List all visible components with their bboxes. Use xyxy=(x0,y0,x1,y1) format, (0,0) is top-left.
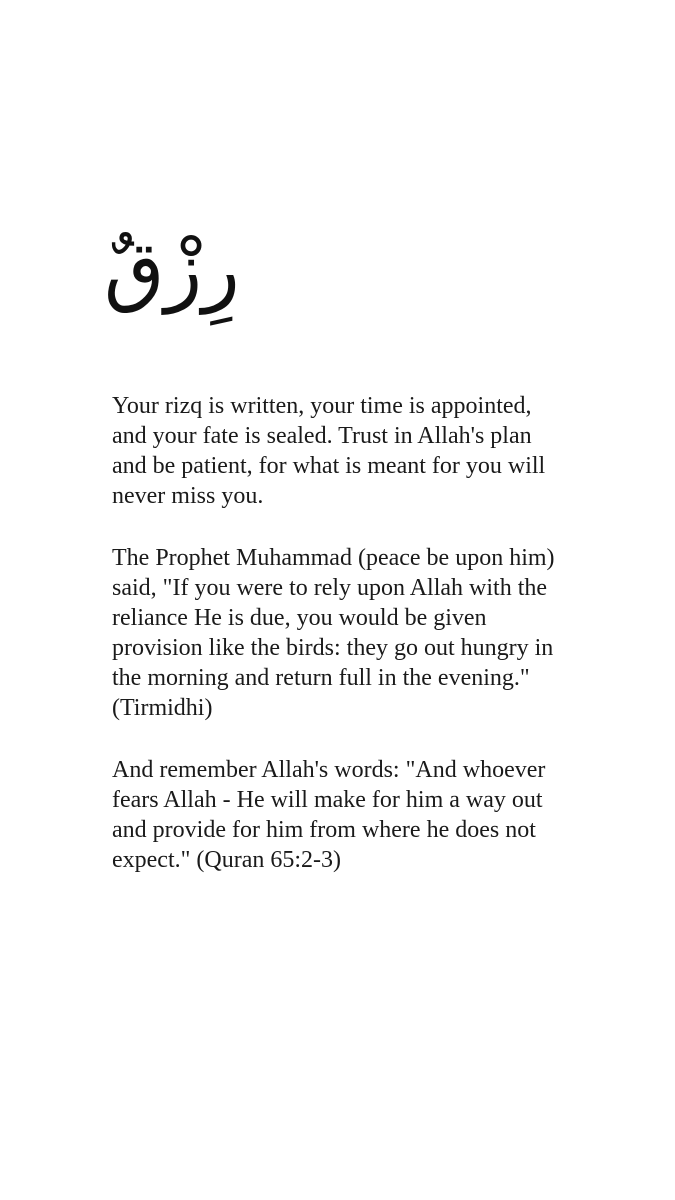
body-text xyxy=(112,391,582,907)
text-line: Your rizq is written, your time is appointed, xyxy=(112,393,532,419)
text-line: and be patient, for what is meant for you will xyxy=(112,453,546,479)
arabic-title: رِزْقٌ xyxy=(104,225,240,315)
text-line: reliance He is due, you would be given xyxy=(112,605,487,631)
text-line: provision like the birds: they go out hungry in xyxy=(112,635,554,661)
text-line: And remember Allah's words: "And whoever xyxy=(112,757,546,783)
paragraph-rizq xyxy=(112,391,582,511)
paragraph-quran xyxy=(112,755,582,875)
text-line: never miss you. xyxy=(112,483,264,509)
text-line: and your fate is sealed. Trust in Allah's plan xyxy=(112,423,532,449)
text-line: The Prophet Muhammad (peace be upon him) xyxy=(112,545,555,571)
text-line: and provide for him from where he does not xyxy=(112,817,536,843)
text-line: the morning and return full in the evening." xyxy=(112,665,530,691)
hadith-source: (Tirmidhi) xyxy=(112,695,213,721)
text-line: said, "If you were to rely upon Allah with the xyxy=(112,575,548,601)
quran-reference-line: expect." (Quran 65:2-3) xyxy=(112,847,342,873)
paragraph-hadith xyxy=(112,543,582,723)
text-line: fears Allah - He will make for him a way out xyxy=(112,787,543,813)
